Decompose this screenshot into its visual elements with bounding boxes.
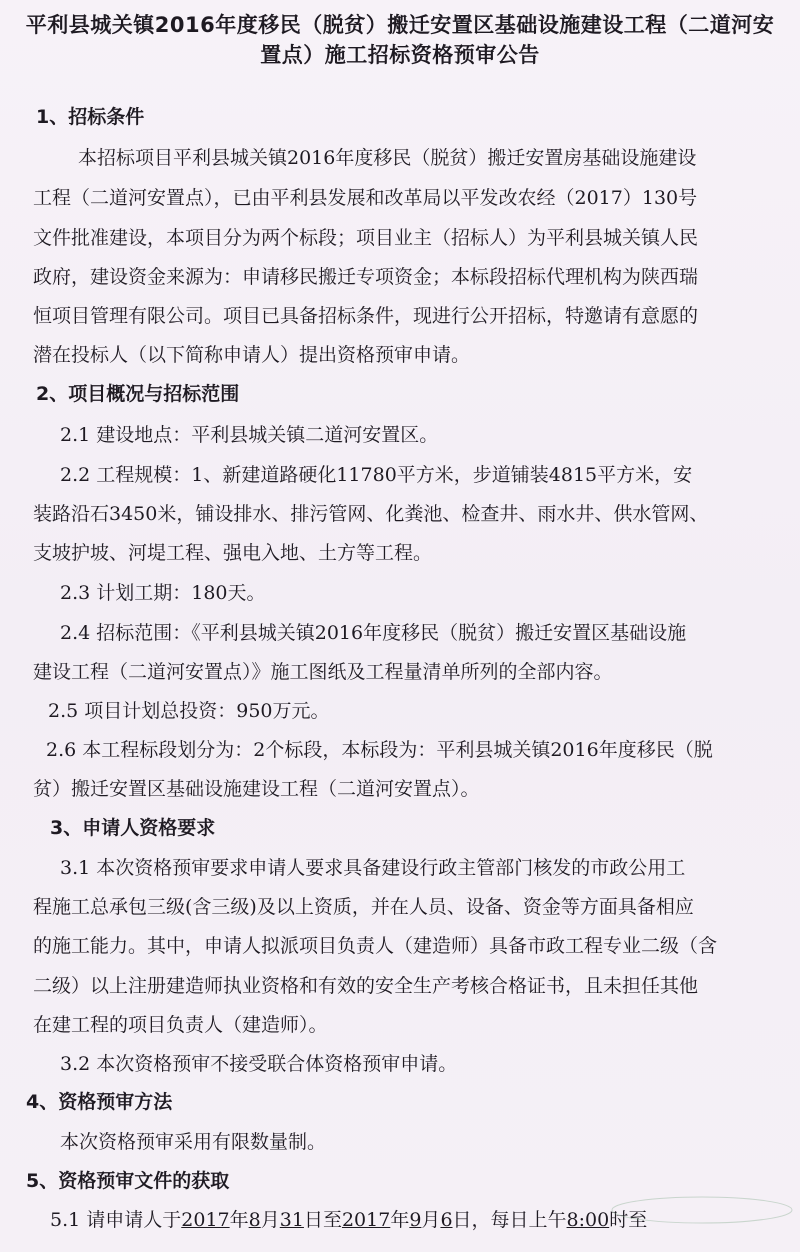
paragraph-line: 2.6 本工程标段划分为：2个标段，本标段为：平利县城关镇2016年度移民（脱 (46, 739, 713, 761)
start-month: 8 (248, 1209, 261, 1231)
paragraph-line: 建设工程（二道河安置点）》施工图纸及工程量清单所列的全部内容。 (33, 661, 613, 683)
start-time: 8:00 (566, 1209, 610, 1231)
paragraph-line: 工程（二道河安置点），已由平利县发展和改革局以平发改农经（2017）130号 (33, 187, 698, 209)
paragraph-line: 本招标项目平利县城关镇2016年度移民（脱贫）搬迁安置房基础设施建设 (78, 147, 697, 169)
end-year: 2017 (341, 1209, 391, 1231)
watermark-graphic (610, 1195, 795, 1225)
paragraph-line: 3.1 本次资格预审要求申请人要求具备建设行政主管部门核发的市政公用工 (60, 857, 686, 879)
section-4-heading: 4、资格预审方法 (26, 1091, 173, 1113)
paragraph-line: 2.4 招标范围：《平利县城关镇2016年度移民（脱贫）搬迁安置区基础设施 (60, 622, 687, 644)
paragraph-line: 2.5 项目计划总投资：950万元。 (48, 700, 330, 722)
date-prefix: 5.1 请申请人于 (50, 1209, 182, 1231)
paragraph-line: 的施工能力。其中，申请人拟派项目负责人（建造师）具备市政工程专业二级（含 (33, 935, 718, 957)
section-2-heading: 2、项目概况与招标范围 (36, 383, 240, 405)
paragraph-line: 本次资格预审采用有限数量制。 (60, 1131, 327, 1153)
time-to-text: 时至 (609, 1209, 648, 1231)
paragraph-line: 程施工总承包三级(含三级)及以上资质，并在人员、设备、资金等方面具备相应 (33, 896, 694, 918)
paragraph-line: 3.2 本次资格预审不接受联合体资格预审申请。 (60, 1053, 458, 1075)
paragraph-line: 2.3 计划工期：180天。 (60, 582, 266, 604)
paragraph-line: 2.2 工程规模：1、新建道路硬化11780平方米，步道铺装4815平方米，安 (60, 464, 693, 486)
paragraph-line: 支坡护坡、河堤工程、强电入地、土方等工程。 (33, 542, 433, 564)
paragraph-line: 潜在投标人（以下简称申请人）提出资格预审申请。 (33, 344, 471, 366)
section-3-heading: 3、申请人资格要求 (50, 817, 216, 839)
start-day: 31 (279, 1209, 304, 1231)
end-month: 9 (409, 1209, 422, 1231)
daily-text: 日，每日上午 (452, 1209, 567, 1231)
paragraph-line: 装路沿石3450米，铺设排水、排污管网、化粪池、检查井、雨水井、供水管网、 (33, 503, 709, 525)
section-5-heading: 5、资格预审文件的获取 (26, 1170, 230, 1192)
paragraph-line-date (50, 1207, 647, 1233)
paragraph-line: 政府，建设资金来源为：申请移民搬迁专项资金；本标段招标代理机构为陕西瑞 (33, 266, 699, 288)
paragraph-line: 2.1 建设地点：平利县城关镇二道河安置区。 (60, 424, 439, 446)
paragraph-line: 二级）以上注册建造师执业资格和有效的安全生产考核合格证书，且未担任其他 (33, 975, 699, 997)
end-day: 6 (440, 1209, 453, 1231)
paragraph-line: 在建工程的项目负责人（建造师）。 (33, 1014, 328, 1036)
month-char: 月 (421, 1209, 441, 1231)
day-to-text: 日至 (303, 1209, 342, 1231)
year-char: 年 (390, 1209, 410, 1231)
title-line-2: 置点）施工招标资格预审公告 (260, 43, 540, 67)
paragraph-line: 贫）搬迁安置区基础设施建设工程（二道河安置点）。 (33, 778, 480, 800)
start-year: 2017 (181, 1209, 230, 1231)
title-line-1: 平利县城关镇2016年度移民（脱贫）搬迁安置区基础设施建设工程（二道河安 (25, 13, 775, 37)
year-char: 年 (229, 1209, 249, 1231)
watermark-logo (610, 1195, 795, 1230)
document-title (20, 10, 780, 70)
section-1-heading: 1、招标条件 (36, 106, 145, 128)
paragraph-line: 恒项目管理有限公司。项目已具备招标条件，现进行公开招标，特邀请有意愿的 (33, 305, 699, 327)
month-char: 月 (260, 1209, 280, 1231)
paragraph-line: 文件批准建设，本项目分为两个标段；项目业主（招标人）为平利县城关镇人民 (33, 227, 699, 249)
